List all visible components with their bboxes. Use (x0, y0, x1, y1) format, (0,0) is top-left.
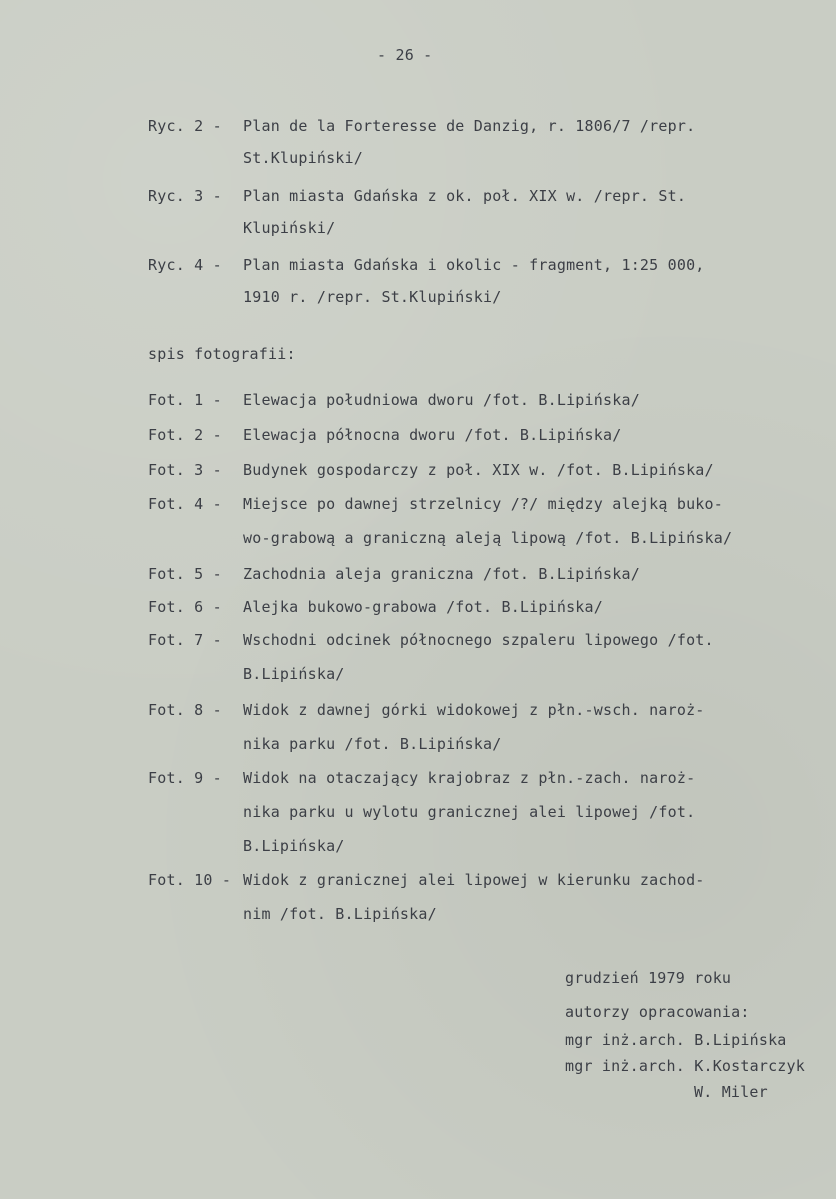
photo-line: Budynek gospodarczy z poł. XIX w. /fot. B.Lipińska/ (243, 461, 714, 479)
photo-label: Fot. 2 - (148, 426, 222, 444)
figure-line: Plan de la Forteresse de Danzig, r. 1806/7 /repr. (243, 117, 696, 135)
photo-line: Elewacja północna dworu /fot. B.Lipińska/ (243, 426, 622, 444)
author-name: mgr inż.arch. B.Lipińska (565, 1031, 787, 1049)
photo-label: Fot. 6 - (148, 598, 222, 616)
photo-line: nika parku /fot. B.Lipińska/ (243, 735, 502, 753)
photo-line: nim /fot. B.Lipińska/ (243, 905, 437, 923)
photo-label: Fot. 5 - (148, 565, 222, 583)
photo-line: Alejka bukowo-grabowa /fot. B.Lipińska/ (243, 598, 603, 616)
photos-heading: spis fotografii: (148, 345, 296, 363)
photo-line: Widok z granicznej alei lipowej w kierunku zachod- (243, 871, 705, 889)
photo-line: B.Lipińska/ (243, 837, 345, 855)
photo-label: Fot. 3 - (148, 461, 222, 479)
figure-label: Ryc. 3 - (148, 187, 222, 205)
figure-label: Ryc. 4 - (148, 256, 222, 274)
figure-line: Plan miasta Gdańska z ok. poł. XIX w. /repr. St. (243, 187, 687, 205)
photo-line: Elewacja południowa dworu /fot. B.Lipińska/ (243, 391, 640, 409)
photo-label: Fot. 4 - (148, 495, 222, 513)
figure-label: Ryc. 2 - (148, 117, 222, 135)
figure-line: St.Klupiński/ (243, 149, 363, 167)
photo-label: Fot. 10 - (148, 871, 232, 889)
author-name: mgr inż.arch. K.Kostarczyk (565, 1057, 805, 1075)
figure-line: Klupiński/ (243, 219, 336, 237)
photo-line: wo-grabową a graniczną aleją lipową /fot. B.Lipińska/ (243, 529, 733, 547)
page-number: - 26 - (377, 46, 433, 64)
photo-label: Fot. 1 - (148, 391, 222, 409)
photo-line: nika parku u wylotu granicznej alei lipowej /fot. (243, 803, 696, 821)
figure-line: 1910 r. /repr. St.Klupiński/ (243, 288, 502, 306)
document-date: grudzień 1979 roku (565, 969, 732, 987)
photo-line: Zachodnia aleja graniczna /fot. B.Lipińska/ (243, 565, 640, 583)
photo-line: Miejsce po dawnej strzelnicy /?/ między alejką buko- (243, 495, 723, 513)
photo-label: Fot. 7 - (148, 631, 222, 649)
author-name: W. Miler (694, 1083, 768, 1101)
photo-line: B.Lipińska/ (243, 665, 345, 683)
figure-line: Plan miasta Gdańska i okolic - fragment, 1:25 000, (243, 256, 705, 274)
photo-line: Wschodni odcinek północnego szpaleru lipowego /fot. (243, 631, 714, 649)
photo-line: Widok z dawnej górki widokowej z płn.-wsch. naroż- (243, 701, 705, 719)
photo-line: Widok na otaczający krajobraz z płn.-zach. naroż- (243, 769, 696, 787)
photo-label: Fot. 9 - (148, 769, 222, 787)
photo-label: Fot. 8 - (148, 701, 222, 719)
authors-heading: autorzy opracowania: (565, 1003, 750, 1021)
